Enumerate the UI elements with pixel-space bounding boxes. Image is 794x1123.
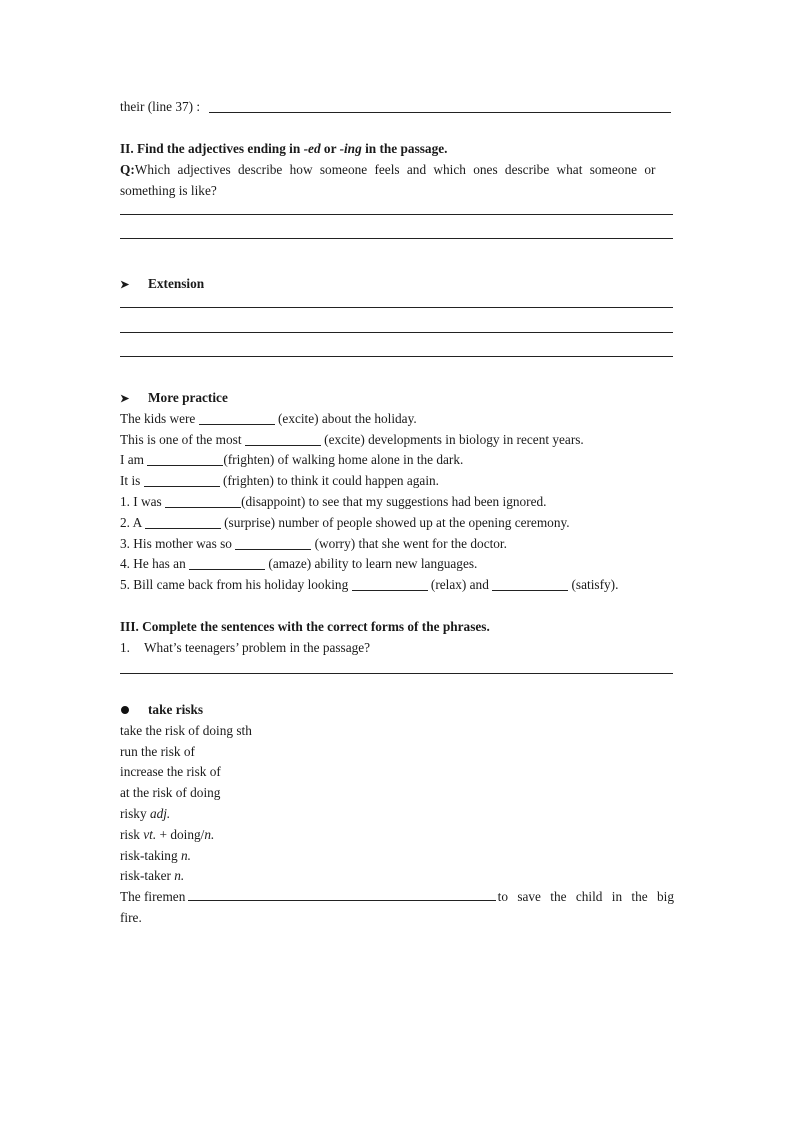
answer-line[interactable]: [120, 356, 673, 357]
practice-item: 3. His mother was so (worry) that she went for the doctor.: [120, 536, 507, 551]
more-practice-heading: ➤ More practice: [120, 387, 674, 408]
answer-blank[interactable]: [144, 472, 220, 487]
answer-blank[interactable]: [165, 493, 241, 508]
practice-item: The kids were (excite) about the holiday.: [120, 411, 417, 426]
practice-item: It is (frighten) to think it could happen again.: [120, 473, 440, 488]
practice-item: 5. Bill came back from his holiday looking (relax) and (satisfy).: [120, 577, 619, 592]
answer-line[interactable]: [120, 214, 673, 215]
arrow-bullet-icon: ➤: [120, 393, 130, 405]
answer-blank[interactable]: [147, 451, 223, 466]
phrase-item: run the risk of: [120, 744, 195, 759]
phrase-item: at the risk of doing: [120, 785, 221, 800]
answer-line[interactable]: [120, 238, 673, 239]
question-line-1: [120, 159, 674, 180]
answer-blank[interactable]: [492, 576, 568, 591]
answer-line[interactable]: [120, 332, 673, 333]
phrase-item: increase the risk of: [120, 764, 221, 779]
practice-item: 4. He has an (amaze) ability to learn new languages.: [120, 556, 478, 571]
answer-line[interactable]: [120, 673, 673, 674]
phrase-item: risk vt. + doing/n.: [120, 827, 215, 842]
phrase-item: take the risk of doing sth: [120, 723, 252, 738]
section-3-title: III. Complete the sentences with the correct forms of the phrases.: [120, 619, 490, 634]
phrase-item: risk-taker n.: [120, 868, 185, 883]
answer-blank[interactable]: [145, 514, 221, 529]
phrase-item: risky adj.: [120, 806, 171, 821]
practice-item: 2. A (surprise) number of people showed up at the opening ceremony.: [120, 515, 570, 530]
answer-blank[interactable]: [245, 431, 321, 446]
take-risks-heading: take risks: [120, 699, 674, 720]
section-2-title: II. Find the adjectives ending in -ed or -ing in the passage.: [120, 141, 448, 156]
bullet-dot-icon: [120, 699, 148, 720]
their-label: their (line 37) :: [120, 99, 201, 114]
answer-blank[interactable]: [235, 535, 311, 550]
answer-blank[interactable]: [352, 576, 428, 591]
answer-line[interactable]: [120, 307, 673, 308]
practice-item: This is one of the most (excite) developments in biology in recent years.: [120, 432, 584, 447]
their-line: [120, 96, 674, 117]
question-label: Q:: [120, 162, 135, 177]
section-3-question: 1. What’s teenagers’ problem in the passage?: [120, 640, 371, 655]
answer-blank[interactable]: [209, 98, 671, 113]
practice-item: I am (frighten) of walking home alone in the dark.: [120, 452, 464, 467]
practice-item: 1. I was (disappoint) to see that my suggestions had been ignored.: [120, 494, 547, 509]
firemen-sentence: The firemen to save the child in the big: [120, 886, 674, 907]
answer-blank[interactable]: [189, 555, 265, 570]
question-text: Which adjectives describe how someone feels and which ones describe what someone or: [134, 162, 656, 177]
arrow-bullet-icon: ➤: [120, 279, 130, 291]
phrase-item: risk-taking n.: [120, 848, 191, 863]
firemen-sentence-end: fire.: [120, 910, 142, 925]
extension-heading: ➤ Extension: [120, 273, 674, 294]
answer-blank[interactable]: [199, 410, 275, 425]
answer-blank[interactable]: [188, 886, 496, 901]
question-line-2: something is like?: [120, 183, 217, 198]
